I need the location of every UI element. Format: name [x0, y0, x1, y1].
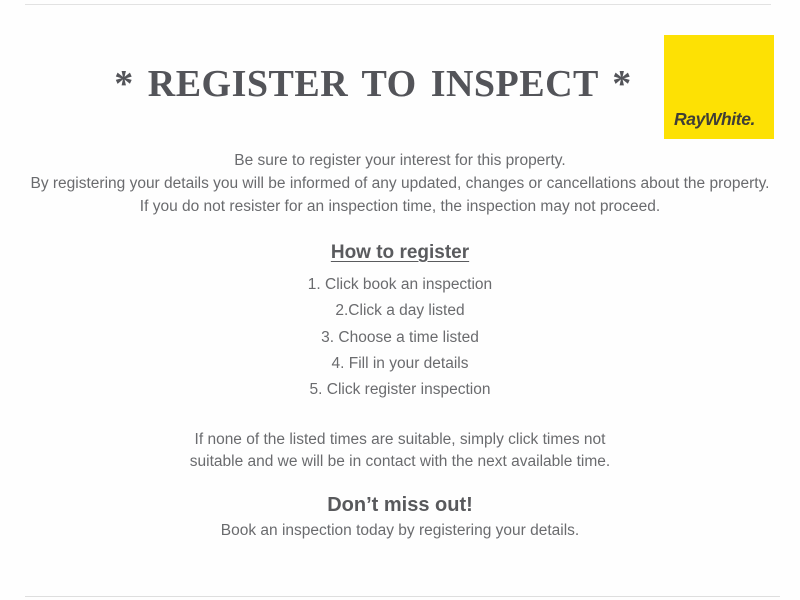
note-line-1: If none of the listed times are suitable, simply click times not — [194, 431, 606, 448]
page-title-text: * REGISTER TO INSPECT * — [114, 63, 632, 105]
intro-line-2: By registering your details you will be informed of any updated, changes or cancellations about the property. — [30, 175, 770, 192]
step-3: 3. Choose a time listed — [321, 328, 479, 346]
step-5: 5. Click register inspection — [309, 381, 491, 399]
step-4: 4. Fill in your details — [331, 354, 469, 372]
note-line-2: suitable and we will be in contact with the next available time. — [189, 453, 611, 470]
how-to-register-heading — [0, 242, 800, 264]
how-to-register-steps — [0, 272, 800, 403]
step-2: 2.Click a day listed — [335, 302, 465, 320]
footer-text: Book an inspection today by registering your details. — [220, 522, 580, 539]
top-border-line — [25, 4, 771, 5]
footer-heading: Don’t miss out! — [327, 494, 473, 516]
raywhite-wordmark: RayWhite. — [674, 109, 755, 129]
intro-line-3: If you do not resister for an inspection time, the inspection may not proceed. — [139, 198, 661, 215]
raywhite-logo — [664, 35, 774, 139]
intro-line-1: Be sure to register your interest for this property. — [234, 152, 566, 169]
how-to-register-heading-text: How to register — [330, 242, 470, 263]
step-1: 1. Click book an inspection — [307, 276, 493, 293]
bottom-border-line — [25, 596, 780, 597]
